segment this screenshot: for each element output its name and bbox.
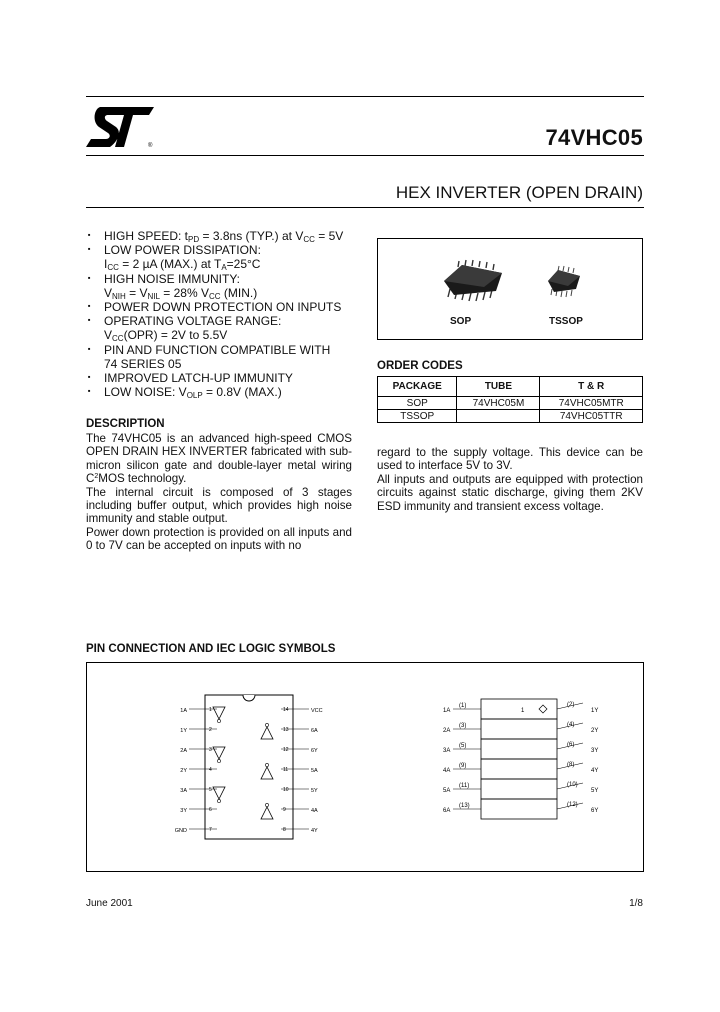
ic-notch xyxy=(243,695,255,701)
inverter-gate-icon xyxy=(261,767,273,779)
feature-item: ■ HIGH SPEED: $t_{PD} = 3.8ns$ (TYP.) at $V_{CC} = 5V$ xyxy=(86,229,356,243)
iec-output-label: 4Y xyxy=(591,768,599,774)
right-pin-number: 8 xyxy=(283,827,286,833)
right-pin-number: 14 xyxy=(283,707,289,713)
feature-item: ■ HIGH NOISE IMMUNITY: $V_{NIH} = V_{NIL} = 28\%$ $V_{CC}$ (MIN.) xyxy=(86,272,356,300)
left-pin-number: 2 xyxy=(209,727,212,733)
feature-item: ■ POWER DOWN PROTECTION ON INPUTS xyxy=(86,300,356,314)
header-top-rule xyxy=(86,96,644,97)
pin-connection-heading: PIN CONNECTION AND IEC LOGIC SYMBOLS xyxy=(86,643,336,655)
iec-output-pin: (8) xyxy=(567,762,575,768)
sop-label: SOP xyxy=(450,316,472,327)
iec-output-pin: (2) xyxy=(567,702,575,708)
iec-input-label: 3A xyxy=(443,748,451,754)
order-codes-header-row xyxy=(378,377,643,397)
left-pin-label: 1Y xyxy=(180,728,187,734)
iec-gate-cell xyxy=(481,699,557,719)
sop-package-image xyxy=(438,259,508,303)
feature-item: ■ IMPROVED LATCH-UP IMMUNITY xyxy=(86,371,356,385)
left-pin-number: 7 xyxy=(209,827,212,833)
left-pin-number: 3 xyxy=(209,747,212,753)
iec-gate-cell xyxy=(481,799,557,819)
right-pin-label: 6A xyxy=(311,728,318,734)
right-pin-number: 13 xyxy=(283,727,289,733)
left-pin-label: 2A xyxy=(180,748,187,754)
iec-output-pin: (6) xyxy=(567,742,575,748)
iec-output-label: 2Y xyxy=(591,728,599,734)
table-cell: TSSOP xyxy=(378,410,457,423)
table-header-cell: TUBE xyxy=(457,377,540,397)
table-header-cell: PACKAGE xyxy=(378,377,457,397)
description-right-column xyxy=(377,446,643,513)
iec-input-pin: (11) xyxy=(459,783,470,789)
right-pin-label: 4Y xyxy=(311,828,318,834)
iec-gate-cell xyxy=(481,719,557,739)
left-pin-number: 5 xyxy=(209,787,212,793)
description-paragraph-3-cont: regard to the supply voltage. This device can be used to interface 5V to 3V. xyxy=(377,446,643,473)
right-pin-number: 10 xyxy=(283,787,289,793)
description-paragraph-4: All inputs and outputs are equipped with protection circuits against static discharge, giving them 2KV ESD immunity and transient excess voltage. xyxy=(377,472,643,513)
description-heading: DESCRIPTION xyxy=(86,418,165,430)
table-cell: 74VHC05TTR xyxy=(540,410,643,423)
description-paragraph-1: The 74VHC05 is an advanced high-speed CMOS OPEN DRAIN HEX INVERTER fabricated with sub-micron silicon gate and double-layer metal wiring $C^2MOS$ technology. xyxy=(86,432,352,486)
left-pin-number: 6 xyxy=(209,807,212,813)
left-pin-label: 3A xyxy=(180,788,187,794)
feature-item: ■ LOW NOISE: $V_{OLP} = 0.8V$ (MAX.) xyxy=(86,385,356,399)
iec-input-pin: (13) xyxy=(459,803,470,809)
iec-output-pin: (10) xyxy=(567,782,578,788)
table-cell: 74VHC05MTR xyxy=(540,397,643,410)
iec-input-label: 1A xyxy=(443,708,451,714)
table-header-cell: T & R xyxy=(540,377,643,397)
tssop-label: TSSOP xyxy=(549,316,583,327)
right-pin-number: 12 xyxy=(283,747,289,753)
iec-output-label: 6Y xyxy=(591,808,599,814)
iec-input-label: 2A xyxy=(443,728,451,734)
pin-connection-box xyxy=(86,662,644,872)
iec-gate-cell xyxy=(481,739,557,759)
description-paragraph-3: Power down protection is provided on all inputs and 0 to 7V can be accepted on inputs with no xyxy=(86,525,352,553)
iec-gate-cell xyxy=(481,759,557,779)
left-pin-label: 2Y xyxy=(180,768,187,774)
header-mid-rule xyxy=(86,155,644,156)
right-pin-label: VCC xyxy=(311,708,323,714)
iec-output-label: 1Y xyxy=(591,708,599,714)
inverter-gate-icon xyxy=(261,807,273,819)
footer-date: June 2001 xyxy=(86,898,133,909)
right-pin-label: 5Y xyxy=(311,788,318,794)
table-row xyxy=(378,397,643,410)
right-pin-number: 11 xyxy=(283,767,289,773)
iec-input-label: 4A xyxy=(443,768,451,774)
iec-gate-cell xyxy=(481,779,557,799)
order-codes-table xyxy=(377,376,643,423)
feature-item: ■ OPERATING VOLTAGE RANGE: $V_{CC}(OPR) = 2V$ to 5.5V xyxy=(86,314,356,342)
description-left-column xyxy=(86,432,352,553)
feature-item: ■ LOW POWER DISSIPATION: $I_{CC} = 2$ µA (MAX.) at $T_A=25^\circ C$ xyxy=(86,243,356,271)
left-pin-number: 4 xyxy=(209,767,212,773)
right-pin-number: 9 xyxy=(283,807,286,813)
table-cell: 74VHC05M xyxy=(457,397,540,410)
svg-text:®: ® xyxy=(148,143,153,149)
tssop-package-image xyxy=(544,265,584,299)
iec-input-label: 6A xyxy=(443,808,451,814)
left-pin-label: 3Y xyxy=(180,808,187,814)
description-paragraph-2: The internal circuit is composed of 3 stages including buffer output, which provides high noise immunity and stable output. xyxy=(86,485,352,526)
iec-input-label: 5A xyxy=(443,788,451,794)
feature-list xyxy=(86,229,356,399)
part-number: 74VHC05 xyxy=(545,125,643,150)
right-pin-label: 5A xyxy=(311,768,318,774)
iec-output-pin: (4) xyxy=(567,722,575,728)
inverter-gate-icon xyxy=(261,727,273,739)
order-codes-heading: ORDER CODES xyxy=(377,360,463,372)
st-logo xyxy=(86,105,156,149)
header-bottom-rule xyxy=(86,207,644,208)
iec-qualifier-symbol: 1 xyxy=(521,708,525,714)
left-pin-label: 1A xyxy=(180,708,187,714)
iec-input-pin: (3) xyxy=(459,723,467,729)
package-illustration-box xyxy=(377,238,643,340)
pin-connection-diagram xyxy=(87,663,643,871)
left-pin-label: GND xyxy=(174,828,187,834)
iec-output-label: 3Y xyxy=(591,748,599,754)
table-row xyxy=(378,410,643,423)
iec-output-label: 5Y xyxy=(591,788,599,794)
iec-input-pin: (9) xyxy=(459,763,467,769)
document-title: HEX INVERTER (OPEN DRAIN) xyxy=(395,183,643,202)
iec-input-pin: (5) xyxy=(459,743,467,749)
table-cell xyxy=(457,410,540,423)
footer-page-number: 1/8 xyxy=(629,898,643,909)
feature-item: ■ PIN AND FUNCTION COMPATIBLE WITH 74 SERIES 05 xyxy=(86,343,356,371)
right-pin-label: 6Y xyxy=(311,748,318,754)
iec-input-pin: (1) xyxy=(459,703,467,709)
left-pin-number: 1 xyxy=(209,707,212,713)
right-pin-label: 4A xyxy=(311,808,318,814)
open-drain-diamond-icon xyxy=(539,705,547,713)
iec-output-pin: (12) xyxy=(567,802,578,808)
table-cell: SOP xyxy=(378,397,457,410)
